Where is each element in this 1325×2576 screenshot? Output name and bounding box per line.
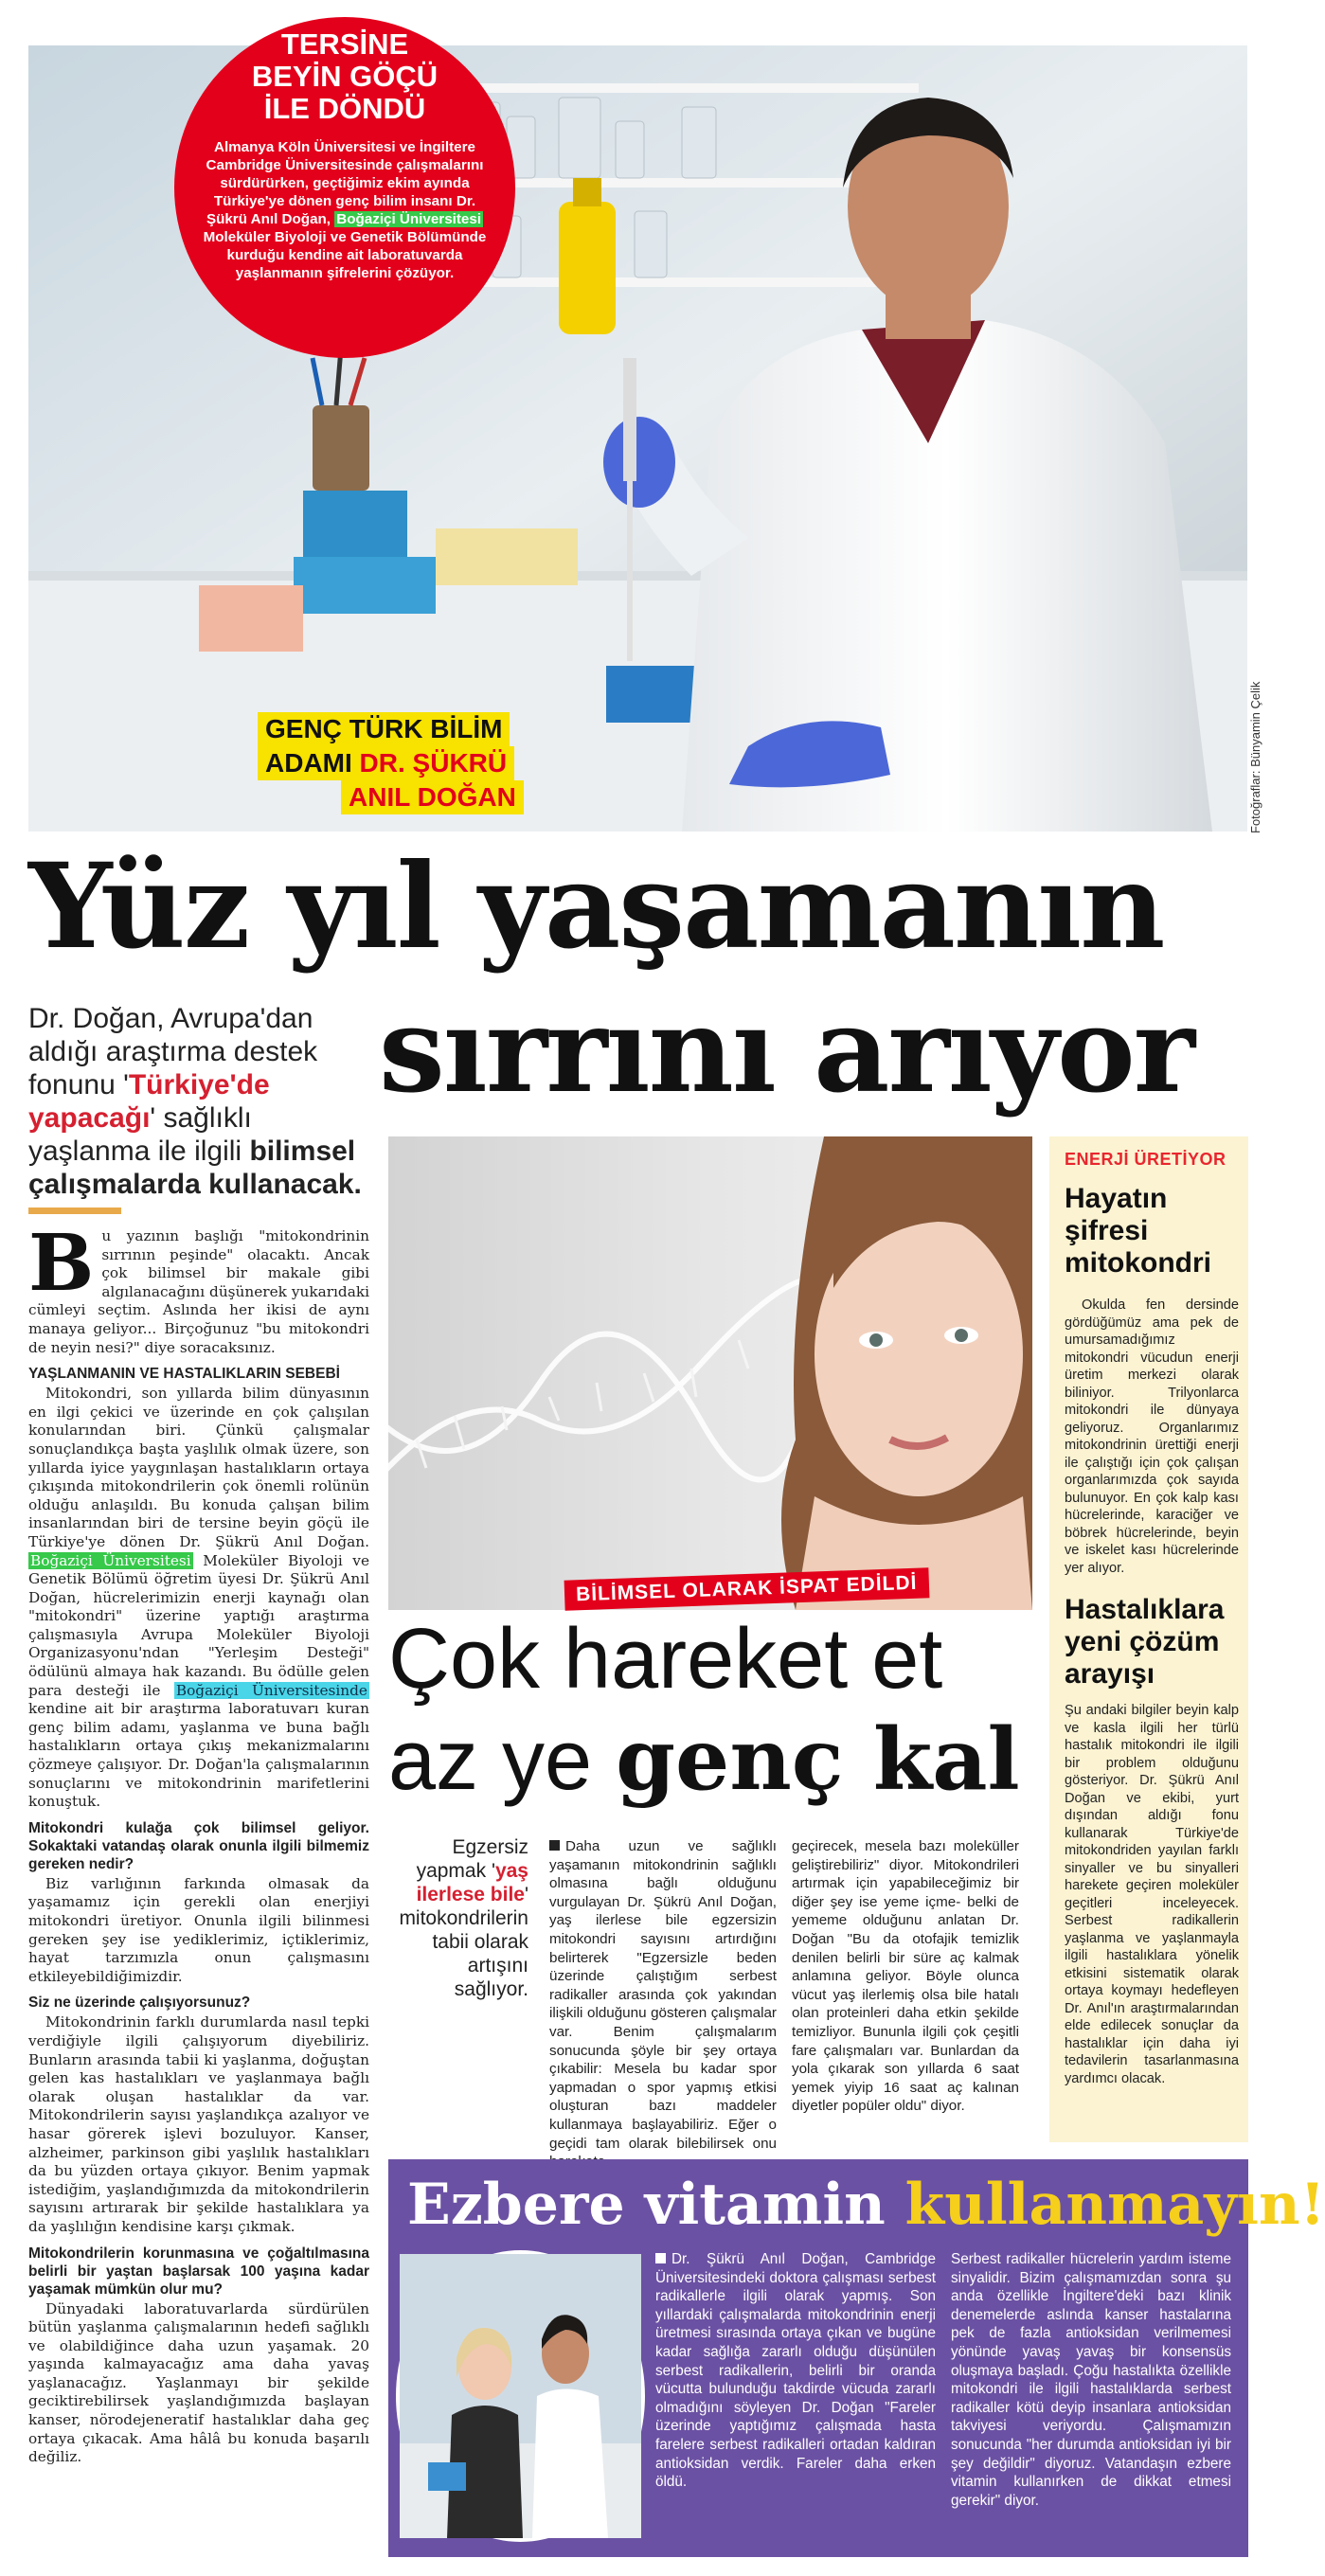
section-heading-1: YAŞLANMANIN VE HASTALIKLARIN SEBEBİ xyxy=(28,1366,340,1383)
intro-paragraph: Bu yazının başlığı "mitokondrinin sırrının peşinde" olacaktı. Ancak çok bilimsel bir makale gibi algılanacağını düşünerek yukarıdaki cümleyi seçtim. Aslında her ikisi de aynı manaya geliyor... Birçoğunuz "bu mitokondri de neyin nesi?" diye soracaksınız. xyxy=(28,1218,369,1356)
paragraph-1: Mitokondri, son yıllarda bilim dünyasının en ilgi çekici ve üzerinde en çok çalışılan konularından biri. Çünkü çalışmalar sonuçlandıkça başta yaşlılık olmak üzere, son yıllarda iyice yaygınlaşan hastalıkların ortaya çıkışında mitokondrilerin çok önemli rolünün olduğu anlaşıldı. Bu konuda çalışan bilim insanlarından biri de tersine beyin göçü ile Türkiye'ye dönen Dr. Şükrü Anıl Doğan. Boğaziçi Üniversitesi Moleküler Biyoloji ve Genetik Bölümü öğretim üyesi Dr. Şükrü Anıl Doğan, hücrelerimizin enerji kaynağı olan "mitokondri" üzerine yaptığı araştırma çalışmasıyla Avrupa Moleküler Biyoloji Organizasyonu'ndan "Yerleşim Desteği" ödülünü almaya hak kazandı. Bu ödülle gelen para desteği ile Boğaziçi Üniversitesinde kendine ait bir araştırma laboratuvarı kuran genç bilim adamı, yaşlanma ve buna bağlı hastalıkların ortaya çıkış mekanizmalarını çözmeye çalışıyor. Dr. Doğan'la çalışmalarının sonuçlarını ve mitokondrinin marifetlerini konuştuk. xyxy=(28,1385,369,1811)
caption-line-1: GENÇ TÜRK BİLİM xyxy=(265,714,503,743)
pullquote: Egzersiz yapmak 'yaş ilerlese bile' mitokondrilerin tabii olarak artışını sağlıyor. xyxy=(399,1836,528,2000)
sub-headline-line-2: az ye genç kal xyxy=(388,1709,1020,1810)
sidebar-title-2-line-1: Hastalıklara xyxy=(1065,1594,1225,1625)
lab-team-photo xyxy=(396,2250,645,2542)
lede-rule xyxy=(28,1208,121,1214)
sidebar-text-1: Okulda fen dersinde gördüğümüz ama pek de umursamadığımız mitokondri vücudun enerji üretim merkezi olarak biliniyor. Trilyonlarca mitokondri ile dünyaya geliyoruz. Organlarımız mitokondrinin ürettiği enerji ile çalıştığı için çok çalışan organlarımızda çok sayıda bulunuyor. En çok kalp kası hücrelerinde, karaciğer ve böbrek hücrelerinde, beyin ve iskelet kası hücrelerinde yer alıyor. xyxy=(1065,1297,1239,1576)
article-column-1: Daha uzun ve sağlıklı yaşamanın mitokondrinin sağlıklı olmasına bağlı olduğunu vurgulayan Dr. Şükrü Anıl Doğan, yaş ilerlese bile egzersizin mitokondri sayısını artırdığını belirterek "Egzersizle beden üzerinde çalıştığım serbest radikaller arasında çok yakından ilişkili olduğunu gösteren çalışmalar var. Benim çalışmalarım sonucunda şöyle bir şey ortaya çıkabilir: Mesela bu kadar spor yapmadan o spor yapmış etkisi oluşturan bazı maddeler kullanmaya başlayabiliriz. Eğer o geçidi tam olarak bilebilirsek onu xyxy=(549,1838,777,2152)
photo-credit: Fotoğraflar: Bünyamin Çelik xyxy=(1248,681,1262,833)
box-column-2: Serbest radikaller hücrelerin yardım isteme sinyalidir. Bizim çalışmamızdan sonra şu anda özellikle İngiltere'deki bazı klinik denemelerde aslında kanser hastalarına pek de fazla antioksidan verilmemesi yönünde yavaş yavaş bir konsensüs oluşmaya başladı. Çoğu hastalıkta özellikle mitokondri ile ilgili hastalıklarda serbest radikaller kötü deyip insanlara antioksidan takviyesi veriyordu. Çalışmamızın sonucunda "her durumda antioksidan iyi bir şey değildir" diyoruz. Vatandaşın ezbere vitamin kullanırken de dikkat etmesi gerekir" diyor. xyxy=(951,2251,1231,2509)
scientifically-proven-tag: BİLİMSEL OLARAK İSPAT EDİLDİ xyxy=(564,1567,929,1610)
sidebar-title-2-line-2: yeni çözüm xyxy=(1065,1626,1220,1657)
main-headline-line-2: sırrını arıyor xyxy=(379,982,1193,1119)
box-bullet-square-icon xyxy=(655,2253,666,2263)
answer-2: Mitokondrinin farklı durumlarda nasıl tepki verdiğiyle ilgili çalışıyorum diyebiliriz. Bunların arasında tabii ki yaşlanma, doğuştan gelen kas hastalıkları ve yaşlanmaya bağlı olarak oluşan hastalıklar da var. Mitokondrilerin sayısı yaşlandıkça azalıyor ve hasar görerek işlevi bozuluyor. Kanser, alzheimer, parkinson gibi yaşlılık hastalıkları da bu yüzden ortaya çıkıyor. Benim yapmak istediğim, yaşlandığımızda da mitokondrilerin sayısını artırarak bir şekilde hastalıklara ya da yaşlılığın kendisine karşı çıkmak. xyxy=(28,2013,369,2235)
answer-3: Dünyadaki laboratuvarlarda sürdürülen bütün yaşlanma çalışmalarının hedefi sağlıklı ve olabildiğince daha uzun yaşamak. 20 yaşında kalmayacağız ama daha yavaş yaşlanacağız. Yaşlanmayı bir şekilde geciktirebilirsek yaşlandığımızda başlayan kanser, nörodejeneratif hastalıklar daha geç ortaya çıkacak. Ama hâlâ bu konuda başarılı değiliz. xyxy=(28,2299,369,2466)
question-3: Mitokondrilerin korunmasına ve çoğaltılmasına belirli bir yaştan başlarsak 100 yaşına kadar yaşamak mümkün olur mu? xyxy=(28,2245,369,2298)
sidebar-title-1-line-3: mitokondri xyxy=(1065,1247,1211,1279)
badge-title-line-1: TERSİNE xyxy=(280,27,409,61)
sub-headline-line-1: Çok hareket et xyxy=(388,1612,943,1707)
question-1: Mitokondri kulağa çok bilimsel geliyor. Sokaktaki vatandaş olarak onunla ilgili bilmemiz gereken nedir? xyxy=(28,1819,369,1872)
sidebar-kicker: ENERJİ ÜRETİYOR xyxy=(1065,1150,1227,1169)
box-column-1: Dr. Şükrü Anıl Doğan, Cambridge Üniversitesindeki doktora çalışması serbest radikallerle ilgili olarak yapmış. Son yıllardaki çalışmalarda mitokondrinin enerji üretmesi sırasında ortaya çıkan ve bugüne kadar sağlığa zararlı olduğu düşünülen serbest radikallerin, belirli bir oranda vücutta bulunduğu takdirde vücuda zararlı olmadığını söyleyen Dr. Doğan "Fareler üzerinde yaptığımız çalışmada hasta farelere serbest radikalleri ortadan kaldıran antioksidan verdik. Fareler daha erken öldü. xyxy=(655,2251,936,2491)
left-article-column xyxy=(28,1218,369,2467)
lab-team-illustration xyxy=(400,2254,641,2538)
drop-cap: B xyxy=(28,1218,95,1309)
badge-text: Almanya Köln Üniversitesi ve İngiltere Cambridge Üniversitesinde çalışmalarını sürdürürken, geçtiğimiz ekim ayında Türkiye'ye dönen genç bilim insanı Dr. Şükrü Anıl Doğan, Boğaziçi Üniversitesi Moleküler Biyoloji ve Genetik Bölümünde kurduğu kendine ait laboratuvarda yaşlanmanın şifrelerini çözüyor. xyxy=(203,139,487,281)
caption-name-2: ANIL DOĞAN xyxy=(349,782,516,812)
sidebar-text-2: Şu andaki bilgiler beyin kalp ve kasla ilgili her türlü hastalık mitokondri ile ilgili bir problem olduğunu gösteriyor. Dr. Şükrü Anıl Doğan ve ekibi, yurt dışından aldığı fonu kullanarak Türkiye'de mitokondriden yayılan farklı sinyaller ve bu sinyalleri harekete geçiren moleküler geçitleri inceleyecek. Serbest radikallerin yaşlanma ve yaşlanmayla ilgili hastalıklara yönelik etkisini sistematik olarak ortaya koymayı hedefleyen Dr. Anıl'ın araştırmalarından elde edilecek sonuçlar da hastalıklar için daha iyi tedavilerin tasarlanmasına yardımcı olacak. xyxy=(1065,1703,1239,2086)
sidebar-title-1-line-2: şifresi xyxy=(1065,1215,1149,1246)
main-headline-line-1: Yüz yıl yaşamanın xyxy=(28,838,1164,975)
badge-title-line-3: İLE DÖNDÜ xyxy=(263,92,426,125)
box-title: Ezbere vitamin kullanmayın! xyxy=(407,2172,1325,2238)
article-column-2: geçirecek, mesela bazı moleküller geliştirebiliriz" diyor. Mitokondrileri artırmak için yapabileceğimiz bir diğer şey ise yeme içme- belki de yememe olduğunu anlatan Dr. Doğan "Bu da otofajik temizlik denilen belirli bir süre aç kalmak anlamına geliyor. Böyle olunca vücut yaş ilerlemiş olsa bile hatalı olan proteinleri daha etkin şekilde temizliyor. Bununla ilgili çok çeşitli fare çalışmaları var. Bunlardan da yola çıkarak son yıllarda 6 saat yemek yiyip 16 saat aç kalınan diyetler popüler oldu" diyor. xyxy=(792,1838,1019,2115)
dna-illustration xyxy=(388,1136,1032,1610)
reverse-brain-drain-badge xyxy=(174,17,515,358)
energy-sidebar xyxy=(1049,1136,1248,2142)
lede: Dr. Doğan, Avrupa'dan aldığı araştırma destek fonunu 'Türkiye'de yapacağı' sağlıklı yaşlanma ile ilgili bilimsel çalışmalarda kullanacak. xyxy=(28,1003,362,1200)
badge-highlight: Boğaziçi Üniversitesi xyxy=(336,211,482,227)
bullet-square-icon xyxy=(549,1840,560,1851)
photo-caption xyxy=(258,712,525,814)
question-2: Siz ne üzerinde çalışıyorsunuz? xyxy=(28,1995,251,2012)
badge-title-line-2: BEYİN GÖÇÜ xyxy=(251,60,439,93)
caption-line-2: ADAMI xyxy=(265,748,352,778)
vitamin-box xyxy=(388,2159,1325,2557)
woman-dna-image xyxy=(388,1136,1032,1610)
sidebar-title-2-line-3: arayışı xyxy=(1065,1658,1155,1690)
sidebar-title-1-line-1: Hayatın xyxy=(1065,1183,1168,1214)
caption-name-1: DR. ŞÜKRÜ xyxy=(359,748,508,778)
answer-1: Biz varlığının farkında olmasak da yaşamamız için gerekli olan enerjiyi mitokondri üretiyor. Onunla ilgili bilinmesi gereken şey ise yediklerimiz, içtiklerimiz, hayat tarzımızla onun çalışmasını etkileyebildiğimizdir. xyxy=(28,1874,369,1985)
